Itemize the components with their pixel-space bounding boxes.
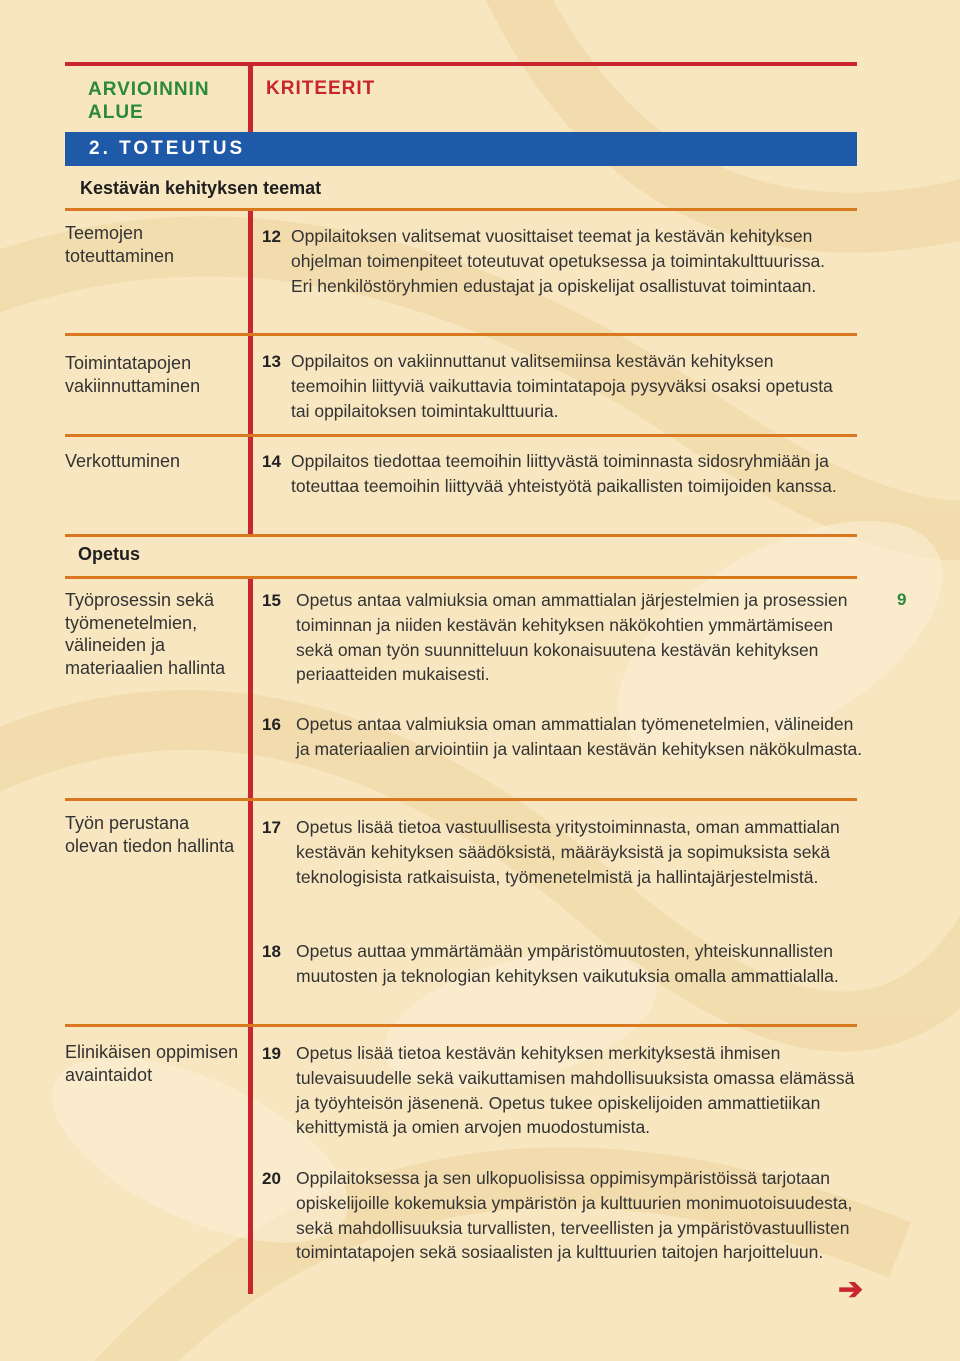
top-rule	[65, 62, 857, 66]
criterion-number: 15	[262, 591, 281, 610]
area-label: Työn perustana olevan tiedon hallinta	[65, 813, 235, 856]
area-label: Työprosessin sekä työmenetelmien, välineiden ja materiaalien hallinta	[65, 590, 226, 678]
criterion-text: Oppilaitoksessa ja sen ulkopuolisissa oppimisympäristöissä tarjotaan opiskelijoille kokemuksia ympäristön ja kulttuurien monimuotoisuudesta, sekä mahdollisuuksia turvallisten, terveellisten ja ympäristövastuullisten toimintatapojen sekä sosiaalisten ja kulttuurien taitojen harjoitteluun.	[296, 1168, 853, 1263]
section-rule	[65, 576, 857, 579]
criterion-number: 16	[262, 715, 281, 734]
area-label: Elinikäisen oppimisen avaintaidot	[65, 1042, 239, 1085]
area-label: Toimintatapojen vakiinnuttaminen	[65, 353, 201, 396]
page-number: 9	[897, 590, 907, 609]
row-rule	[65, 1024, 857, 1027]
section-rule	[65, 208, 857, 211]
criterion-text: Oppilaitos tiedottaa teemoihin liittyvästä toiminnasta sidosryhmiään ja toteuttaa teemoihin liittyvää yhteistyötä paikallisten toimijoiden kanssa.	[291, 451, 837, 496]
criterion-text: Opetus lisää tietoa kestävän kehityksen merkityksestä ihmisen tulevaisuudelle sekä vaikuttamisen mahdollisuuksista omassa elämässä ja työyhteisön jäsenenä. Opetus tukee opiskelijoiden ammattietiikan kehittymistä ja omien arvojen muodostumista.	[296, 1043, 855, 1138]
criterion-number: 12	[262, 227, 281, 246]
criterion-number: 18	[262, 942, 281, 961]
area-label: Verkottuminen	[65, 451, 181, 471]
criterion-number: 17	[262, 818, 281, 837]
criterion-text: Opetus auttaa ymmärtämään ympäristömuutosten, yhteiskunnallisten muutosten ja teknologian kehityksen vaikutuksia omalla ammattialalla.	[296, 941, 839, 986]
criteria-column-header: KRITEERIT	[266, 78, 376, 99]
header-divider	[248, 66, 253, 132]
criterion-text: Opetus antaa valmiuksia oman ammattialan työmenetelmien, välineiden ja materiaalien arviointiin ja valintaan kestävän kehityksen näkökulmasta.	[296, 714, 863, 759]
section-title: Opetus	[78, 544, 141, 564]
area-column-header: ARVIOINNIN ALUE	[88, 79, 210, 123]
section-rule	[65, 534, 857, 537]
column-divider	[248, 211, 253, 536]
criterion-text: Opetus antaa valmiuksia oman ammattialan järjestelmien ja prosessien toiminnan ja niiden kestävän kehityksen näkökohtien ymmärtämiseen sekä oman työn suunnitteluun kokonaisuutena kestävän kehityksen periaatteiden mukaisesti.	[296, 590, 848, 685]
row-rule	[65, 798, 857, 801]
section-title: Kestävän kehityksen teemat	[80, 178, 322, 198]
column-divider	[248, 579, 253, 1294]
row-rule	[65, 333, 857, 336]
criterion-number: 13	[262, 352, 281, 371]
criterion-text: Oppilaitos on vakiinnuttanut valitsemiinsa kestävän kehityksen teemoihin liittyviä vaikuttavia toimintatapoja pysyväksi osaksi opetusta tai oppilaitoksen toimintakulttuuria.	[291, 351, 833, 421]
row-rule	[65, 434, 857, 437]
section-banner: 2. TOTEUTUS	[65, 132, 857, 166]
criterion-number: 20	[262, 1169, 281, 1188]
criterion-text: Oppilaitoksen valitsemat vuosittaiset teemat ja kestävän kehityksen ohjelman toimenpiteet toteutuvat opetuksessa ja toimintakulttuurissa. Eri henkilöstöryhmien edustajat ja opiskelijat osallistuvat toimintaan.	[291, 226, 826, 296]
criterion-number: 14	[262, 452, 281, 471]
criterion-text: Opetus lisää tietoa vastuullisesta yritystoiminnasta, oman ammattialan kestävän kehityksen säädöksistä, määräyksistä ja sopimuksista sekä teknologisista ratkaisuista, työmenetelmistä ja hallintajärjestelmistä.	[296, 817, 840, 887]
area-label: Teemojen toteuttaminen	[65, 223, 175, 266]
continue-arrow-icon: ➔	[838, 1273, 864, 1306]
criterion-number: 19	[262, 1044, 281, 1063]
